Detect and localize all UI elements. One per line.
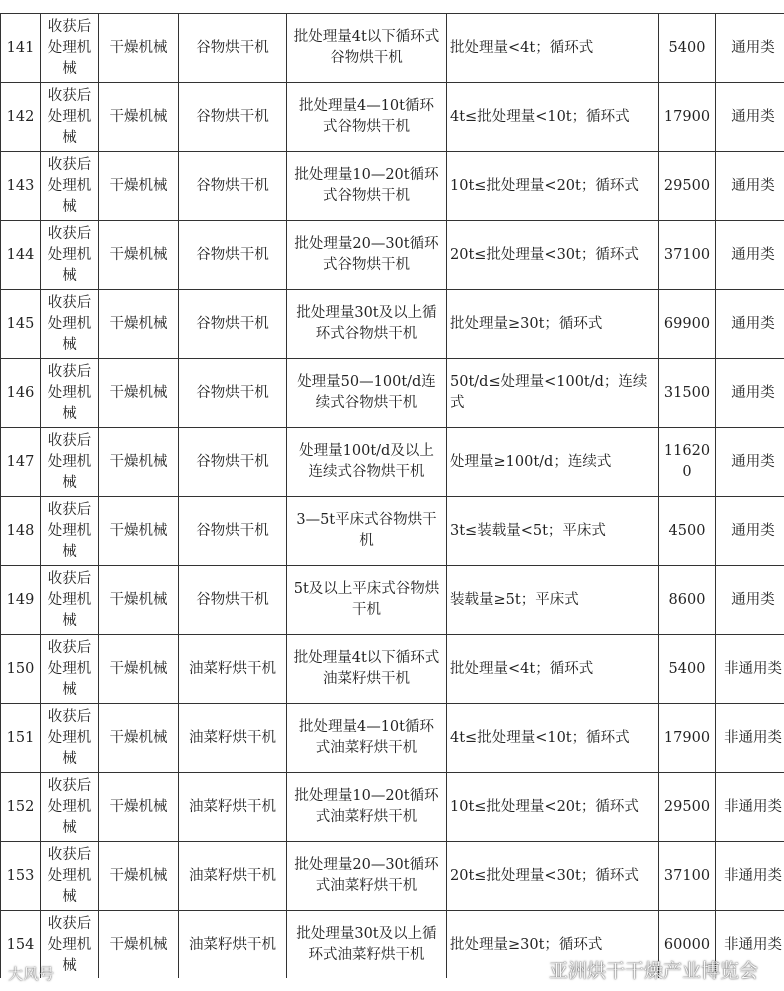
- spec-cell: 装载量≥5t；平床式: [447, 566, 659, 635]
- table-body: [1, 14, 784, 979]
- type-cell: 通用类: [716, 359, 784, 428]
- category-cell: 收获后处理机械: [41, 497, 99, 566]
- row-number-cell: 144: [1, 221, 41, 290]
- row-number-cell: 141: [1, 14, 41, 83]
- description-cell: 批处理量20—30t循环式油菜籽烘干机: [287, 842, 447, 911]
- category-cell: 收获后处理机械: [41, 773, 99, 842]
- table-row: [1, 635, 784, 704]
- row-number-cell: 147: [1, 428, 41, 497]
- amount-cell: 60000: [659, 911, 716, 979]
- description-cell: 5t及以上平床式谷物烘干机: [287, 566, 447, 635]
- category-cell: 收获后处理机械: [41, 635, 99, 704]
- category-cell: 收获后处理机械: [41, 152, 99, 221]
- spec-cell: 10t≤批处理量<20t；循环式: [447, 773, 659, 842]
- description-cell: 批处理量10—20t循环式油菜籽烘干机: [287, 773, 447, 842]
- row-number-cell: 154: [1, 911, 41, 979]
- item-name-cell: 谷物烘干机: [179, 14, 287, 83]
- type-cell: 通用类: [716, 221, 784, 290]
- subcategory-cell: 干燥机械: [99, 359, 179, 428]
- description-cell: 批处理量4—10t循环式谷物烘干机: [287, 83, 447, 152]
- table-row: [1, 428, 784, 497]
- category-cell: 收获后处理机械: [41, 842, 99, 911]
- spec-cell: 批处理量≥30t；循环式: [447, 290, 659, 359]
- spec-cell: 批处理量<4t；循环式: [447, 635, 659, 704]
- row-number-cell: 152: [1, 773, 41, 842]
- row-number-cell: 150: [1, 635, 41, 704]
- type-cell: 通用类: [716, 566, 784, 635]
- item-name-cell: 谷物烘干机: [179, 152, 287, 221]
- top-margin: [0, 0, 784, 13]
- item-name-cell: 油菜籽烘干机: [179, 635, 287, 704]
- category-cell: 收获后处理机械: [41, 14, 99, 83]
- type-cell: 通用类: [716, 14, 784, 83]
- watermark-right-text: 亚洲烘干干燥产业博览会: [548, 960, 758, 982]
- item-name-cell: 谷物烘干机: [179, 83, 287, 152]
- subcategory-cell: 干燥机械: [99, 842, 179, 911]
- amount-cell: 8600: [659, 566, 716, 635]
- table-row: [1, 14, 784, 83]
- spec-cell: 50t/d≤处理量<100t/d；连续式: [447, 359, 659, 428]
- amount-cell: 69900: [659, 290, 716, 359]
- category-cell: 收获后处理机械: [41, 566, 99, 635]
- spec-cell: 3t≤装载量<5t；平床式: [447, 497, 659, 566]
- category-cell: 收获后处理机械: [41, 83, 99, 152]
- subcategory-cell: 干燥机械: [99, 773, 179, 842]
- subcategory-cell: 干燥机械: [99, 221, 179, 290]
- subcategory-cell: 干燥机械: [99, 497, 179, 566]
- category-cell: 收获后处理机械: [41, 428, 99, 497]
- table-row: [1, 290, 784, 359]
- table-row: [1, 221, 784, 290]
- row-number-cell: 142: [1, 83, 41, 152]
- category-cell: 收获后处理机械: [41, 704, 99, 773]
- subcategory-cell: 干燥机械: [99, 152, 179, 221]
- item-name-cell: 谷物烘干机: [179, 290, 287, 359]
- subsidy-table-sheet: [0, 13, 784, 978]
- item-name-cell: 谷物烘干机: [179, 359, 287, 428]
- spec-cell: 批处理量≥30t；循环式: [447, 911, 659, 979]
- description-cell: 批处理量4t以下循环式油菜籽烘干机: [287, 635, 447, 704]
- table-row: [1, 83, 784, 152]
- row-number-cell: 145: [1, 290, 41, 359]
- amount-cell: 4500: [659, 497, 716, 566]
- description-cell: 批处理量30t及以上循环式油菜籽烘干机: [287, 911, 447, 979]
- type-cell: 通用类: [716, 290, 784, 359]
- subcategory-cell: 干燥机械: [99, 704, 179, 773]
- type-cell: 通用类: [716, 152, 784, 221]
- table-row: [1, 152, 784, 221]
- subcategory-cell: 干燥机械: [99, 290, 179, 359]
- type-cell: 非通用类: [716, 911, 784, 979]
- description-cell: 批处理量10—20t循环式谷物烘干机: [287, 152, 447, 221]
- category-cell: 收获后处理机械: [41, 359, 99, 428]
- table-row: [1, 773, 784, 842]
- spec-cell: 4t≤批处理量<10t；循环式: [447, 83, 659, 152]
- item-name-cell: 油菜籽烘干机: [179, 704, 287, 773]
- watermark-left: 大风号: [8, 965, 55, 983]
- amount-cell: 31500: [659, 359, 716, 428]
- description-cell: 批处理量4—10t循环式油菜籽烘干机: [287, 704, 447, 773]
- type-cell: 非通用类: [716, 704, 784, 773]
- table-row: [1, 359, 784, 428]
- description-cell: 批处理量30t及以上循环式谷物烘干机: [287, 290, 447, 359]
- category-cell: 收获后处理机械: [41, 911, 99, 979]
- description-cell: 批处理量20—30t循环式谷物烘干机: [287, 221, 447, 290]
- table-row: [1, 911, 784, 979]
- type-cell: 通用类: [716, 428, 784, 497]
- amount-cell: 17900: [659, 83, 716, 152]
- subcategory-cell: 干燥机械: [99, 635, 179, 704]
- description-cell: 批处理量4t以下循环式谷物烘干机: [287, 14, 447, 83]
- description-cell: 3—5t平床式谷物烘干机: [287, 497, 447, 566]
- row-number-cell: 146: [1, 359, 41, 428]
- subcategory-cell: 干燥机械: [99, 911, 179, 979]
- item-name-cell: 油菜籽烘干机: [179, 911, 287, 979]
- amount-cell: 17900: [659, 704, 716, 773]
- description-cell: 处理量100t/d及以上连续式谷物烘干机: [287, 428, 447, 497]
- row-number-cell: 148: [1, 497, 41, 566]
- category-cell: 收获后处理机械: [41, 221, 99, 290]
- subcategory-cell: 干燥机械: [99, 83, 179, 152]
- item-name-cell: 谷物烘干机: [179, 566, 287, 635]
- row-number-cell: 151: [1, 704, 41, 773]
- type-cell: 非通用类: [716, 635, 784, 704]
- category-cell: 收获后处理机械: [41, 290, 99, 359]
- type-cell: 通用类: [716, 497, 784, 566]
- item-name-cell: 油菜籽烘干机: [179, 842, 287, 911]
- spec-cell: 20t≤批处理量<30t；循环式: [447, 221, 659, 290]
- amount-cell: 37100: [659, 221, 716, 290]
- subcategory-cell: 干燥机械: [99, 428, 179, 497]
- type-cell: 非通用类: [716, 842, 784, 911]
- item-name-cell: 谷物烘干机: [179, 221, 287, 290]
- subcategory-cell: 干燥机械: [99, 14, 179, 83]
- spec-cell: 10t≤批处理量<20t；循环式: [447, 152, 659, 221]
- spec-cell: 4t≤批处理量<10t；循环式: [447, 704, 659, 773]
- item-name-cell: 谷物烘干机: [179, 497, 287, 566]
- type-cell: 非通用类: [716, 773, 784, 842]
- table-row: [1, 842, 784, 911]
- amount-cell: 5400: [659, 14, 716, 83]
- row-number-cell: 143: [1, 152, 41, 221]
- table-row: [1, 566, 784, 635]
- item-name-cell: 油菜籽烘干机: [179, 773, 287, 842]
- spec-cell: 处理量≥100t/d；连续式: [447, 428, 659, 497]
- row-number-cell: 153: [1, 842, 41, 911]
- type-cell: 通用类: [716, 83, 784, 152]
- row-number-cell: 149: [1, 566, 41, 635]
- item-name-cell: 谷物烘干机: [179, 428, 287, 497]
- spec-cell: 批处理量<4t；循环式: [447, 14, 659, 83]
- amount-cell: 5400: [659, 635, 716, 704]
- amount-cell: 37100: [659, 842, 716, 911]
- spec-cell: 20t≤批处理量<30t；循环式: [447, 842, 659, 911]
- subcategory-cell: 干燥机械: [99, 566, 179, 635]
- amount-cell: 29500: [659, 152, 716, 221]
- description-cell: 处理量50—100t/d连续式谷物烘干机: [287, 359, 447, 428]
- table-row: [1, 704, 784, 773]
- subsidy-table: [0, 13, 784, 978]
- table-row: [1, 497, 784, 566]
- amount-cell: 29500: [659, 773, 716, 842]
- amount-cell: 116200: [659, 428, 716, 497]
